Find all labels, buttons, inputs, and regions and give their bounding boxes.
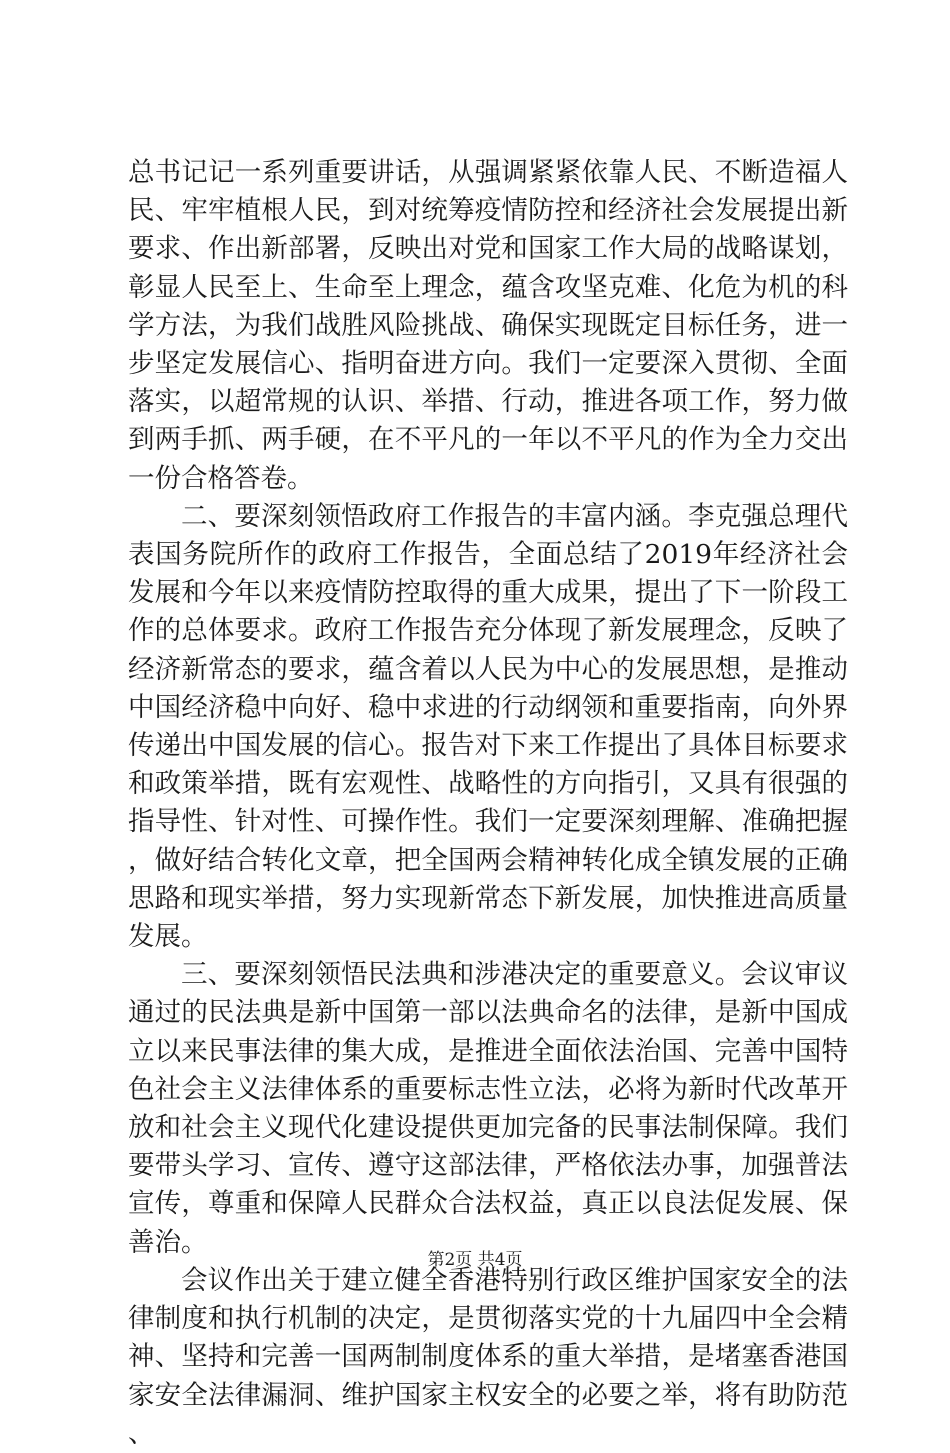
page-number-footer: 第2页 共4页 [427, 1250, 523, 1270]
paragraph-hong-kong-decision: 会议作出关于建立健全香港特别行政区维护国家安全的法律制度和执行机制的决定，是贯彻落实党的十九届四中全会精神、坚持和完善一国两制制度体系的重大举措，是堵塞香港国家安全法律漏洞、维护国家主权安全的必要之举，将有助防范、 [128, 1264, 848, 1449]
paragraph-continuation: 总书记记一系列重要讲话，从强调紧紧依靠人民、不断造福人民、牢牢植根人民，到对统筹疫情防控和经济社会发展提出新要求、作出新部署，反映出对党和国家工作大局的战略谋划，彰显人民至上、生命至上理念，蕴含攻坚克难、化危为机的科学方法，为我们战胜风险挑战、确保实现既定目标任务，进一步坚定发展信心、指明奋进方向。我们一定要深入贯彻、全面落实，以超常规的认识、举措、行动，推进各项工作，努力做到两手抓、两手硬，在不平凡的一年以不平凡的作为全力交出一份合格答卷。 [128, 157, 848, 494]
paragraph-section-two: 二、要深刻领悟政府工作报告的丰富内涵。李克强总理代表国务院所作的政府工作报告，全面总结了2019年经济社会发展和今年以来疫情防控取得的重大成果，提出了下一阶段工作的总体要求。政府工作报告充分体现了新发展理念，反映了经济新常态的要求，蕴含着以人民为中心的发展思想，是推动中国经济稳中向好、稳中求进的行动纲领和重要指南，向外界传递出中国发展的信心。报告对下来工作提出了具体目标要求和政策举措，既有宏观性、战略性的方向指引，又具有很强的指导性、针对性、可操作性。我们一定要深刻理解、准确把握，做好结合转化文章，把全国两会精神转化成全镇发展的正确思路和现实举措，努力实现新常态下新发展，加快推进高质量发展。 [128, 500, 848, 953]
paragraph-section-three: 三、要深刻领悟民法典和涉港决定的重要意义。会议审议通过的民法典是新中国第一部以法典命名的法律，是新中国成立以来民事法律的集大成，是推进全面依法治国、完善中国特色社会主义法律体系的重要标志性立法，必将为新时代改革开放和社会主义现代化建设提供更加完备的民事法制保障。我们要带头学习、宣传、遵守这部法律，严格依法办事，加强普法宣传，尊重和保障人民群众合法权益，真正以良法促发展、保善治。 [128, 959, 848, 1258]
